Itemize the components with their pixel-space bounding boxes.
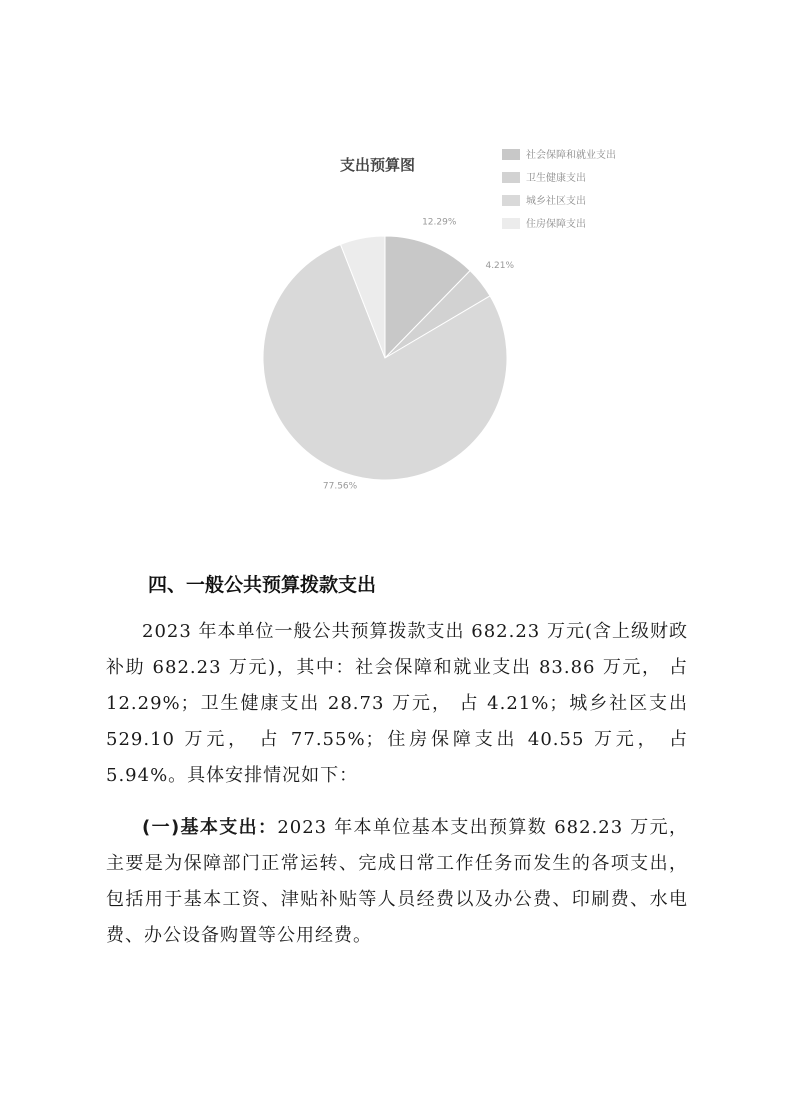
sub-heading-basic-expenditure: (一)基本支出： — [142, 817, 278, 838]
legend-label-2: 卫生健康支出 — [526, 173, 586, 184]
legend-label-4: 住房保障支出 — [526, 219, 586, 230]
slice-label-3: 77.56% — [322, 481, 358, 492]
chart-legend — [502, 148, 616, 230]
slice-label-1: 12.29% — [422, 217, 457, 228]
chart-title: 支出预算图 — [340, 156, 416, 174]
slice-label-2: 4.21% — [485, 260, 515, 271]
legend-label-1: 社会保障和就业支出 — [526, 150, 616, 161]
legend-swatch-4 — [502, 218, 520, 229]
legend-swatch-3 — [502, 195, 520, 206]
section-heading: 四、一般公共预算拨款支出 — [148, 574, 377, 596]
basic-expenditure-text: 2023 年本单位基本支出预算数 682.23 万元，主要是为保障部门正常运转、完成日常工作任务而发生的各项支出，包括用于基本工资、津贴补贴等人员经费以及办公费、印刷费、水电费、办公设备购置等公用经费。 — [106, 817, 688, 946]
paragraph-basic-expenditure — [106, 810, 688, 954]
pie-slices — [263, 218, 515, 492]
legend-swatch-2 — [502, 172, 520, 183]
legend-label-3: 城乡社区支出 — [526, 196, 586, 207]
paragraph-general-budget: 2023 年本单位一般公共预算拨款支出 682.23 万元(含上级财政补助 682.23 万元)，其中：社会保障和就业支出 83.86 万元， 占 12.29%；卫生健康支出 28.73 万元， 占 4.21%；城乡社区支出 529.10 万元， 占 77.55%；住房保障支出 40.55 万元， 占 5.94%。具体安排情况如下： — [106, 621, 688, 786]
expenditure-pie-chart — [240, 140, 640, 500]
legend-swatch-1 — [502, 149, 520, 160]
